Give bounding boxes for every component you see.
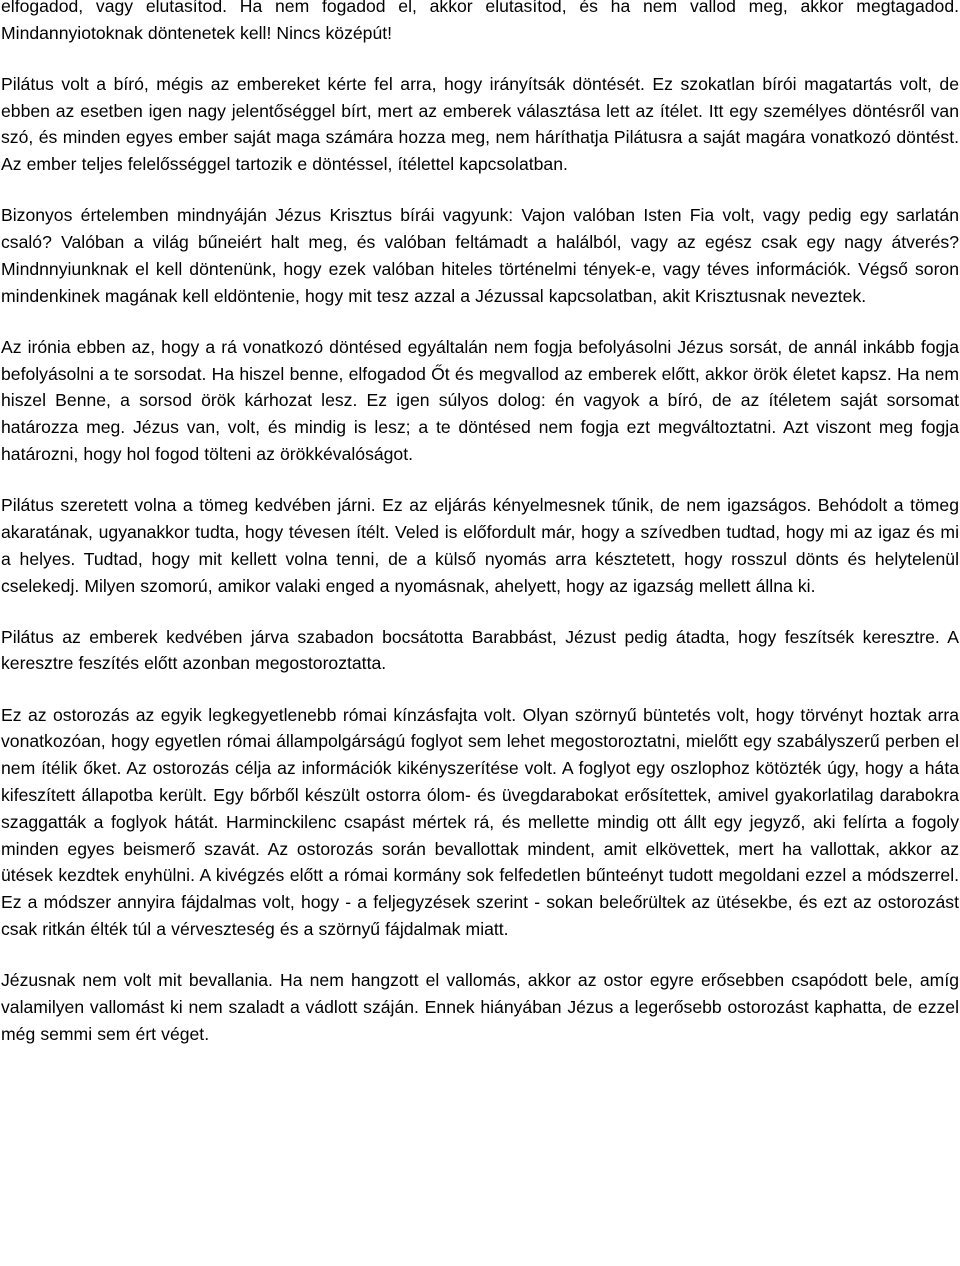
paragraph: Pilátus az emberek kedvében járva szabadon bocsátotta Barabbást, Jézust pedig átadta, hogy feszítsék keresztre. A keresztre feszítés előtt azonban megostoroztatta. xyxy=(1,626,959,674)
paragraph: Ez az ostorozás az egyik legkegyetlenebb római kínzásfajta volt. Olyan szörnyű büntetés volt, hogy törvényt hoztak arra vonatkozóan, hogy egyetlen római állampolgárságú foglyot sem lehet megostoroztatni, mielőtt egy szabályszerű perben el nem ítélik őket. Az ostorozás célja az információk kikényszerítése volt. A foglyot egy oszlophoz kötözték úgy, hogy a háta kifeszített állapotba került. Egy bőrből készült ostorra ólom- és üvegdarabokat erősítettek, amivel gyakorlatilag darabokra szaggatták a foglyok hátát. Harminckilenc csapást mértek rá, és mellette mindig ott állt egy jegyző, aki felírta a fogoly minden egyes beismerő szavát. Az ostorozás során bevallottak mindent, amit elkövettek, mert ha vallottak, akkor az ütések kezdtek enyhülni. A kivégzés előtt a római kormány sok felfedetlen bűnteényt tudott megoldani ezzel a módszerrel. Ez a módszer annyira fájdalmas volt, hogy - a feljegyzések szerint - sokan beleőrültek az ütésekbe, és ezt az ostorozást csak ritkán élték túl a vérveszteség és a szörnyű fájdalmak miatt. xyxy=(1,704,959,939)
paragraph: elfogadod, vagy elutasítod. Ha nem fogadod el, akkor elutasítod, és ha nem vallod meg, akkor megtagadod. Mindannyiotoknak döntenetek kell! Nincs középút! xyxy=(1,0,959,43)
paragraph: Az irónia ebben az, hogy a rá vonatkozó döntésed egyáltalán nem fogja befolyásolni Jézus sorsát, de annál inkább fogja befolyásolni a te sorsodat. Ha hiszel benne, elfogadod Őt és megvallod az emberek előtt, akkor örök életet kapsz. Ha nem hiszel Benne, a sorsod örök kárhozat lesz. Ez igen súlyos dolog: én vagyok a bíró, de az ítéletem saját sorsomat határozza meg. Jézus van, volt, és mindig is lesz; a te döntésed nem fogja ezt megváltoztatni. Azt viszont meg fogja határozni, hogy hol fogod tölteni az örökkévalóságot. xyxy=(1,336,959,465)
paragraph: Pilátus szeretett volna a tömeg kedvében járni. Ez az eljárás kényelmesnek tűnik, de nem igazságos. Behódolt a tömeg akaratának, ugyanakkor tudta, hogy tévesen ítélt. Veled is előfordult már, hogy a szívedben tudtad, hogy mi az igaz és mi a helyes. Tudtad, hogy mit kellett volna tenni, de a külső nyomás arra késztetett, hogy rosszul dönts és helytelenül cselekedj. Milyen szomorú, amikor valaki enged a nyomásnak, ahelyett, hogy az igazság mellett állna ki. xyxy=(1,495,959,596)
paragraph: Bizonyos értelemben mindnyáján Jézus Krisztus bírái vagyunk: Vajon valóban Isten Fia volt, vagy pedig egy sarlatán csaló? Valóban a világ bűneiért halt meg, és valóban feltámadt a halálból, vagy az egész csak egy nagy átverés? Mindnnyiunknak el kell döntenünk, hogy ezek valóban hiteles történelmi tények-e, vagy téves információk. Végső soron mindenkinek magának kell eldöntenie, hogy mit tesz azzal a Jézussal kapcsolatban, akit Krisztusnak neveztek. xyxy=(1,205,959,306)
paragraph: Pilátus volt a bíró, mégis az embereket kérte fel arra, hogy irányítsák döntését. Ez szokatlan bírói magatartás volt, de ebben az esetben igen nagy jelentőséggel bírt, mert az emberek választása lett az ítélet. Itt egy személyes döntésről van szó, és minden egyes ember saját maga számára hozza meg, nem háríthatja Pilátusra a saját magára vonatkozó döntést. Az ember teljes felelősséggel tartozik e döntéssel, ítélettel kapcsolatban. xyxy=(1,73,959,175)
paragraph: Jézusnak nem volt mit bevallania. Ha nem hangzott el vallomás, akkor az ostor egyre erősebben csapódott bele, amíg valamilyen vallomást ki nem szaladt a vádlott száján. Ennek hiányában Jézus a legerősebb ostorozást kaphatta, de ezzel még semmi sem ért véget. xyxy=(1,969,959,1044)
